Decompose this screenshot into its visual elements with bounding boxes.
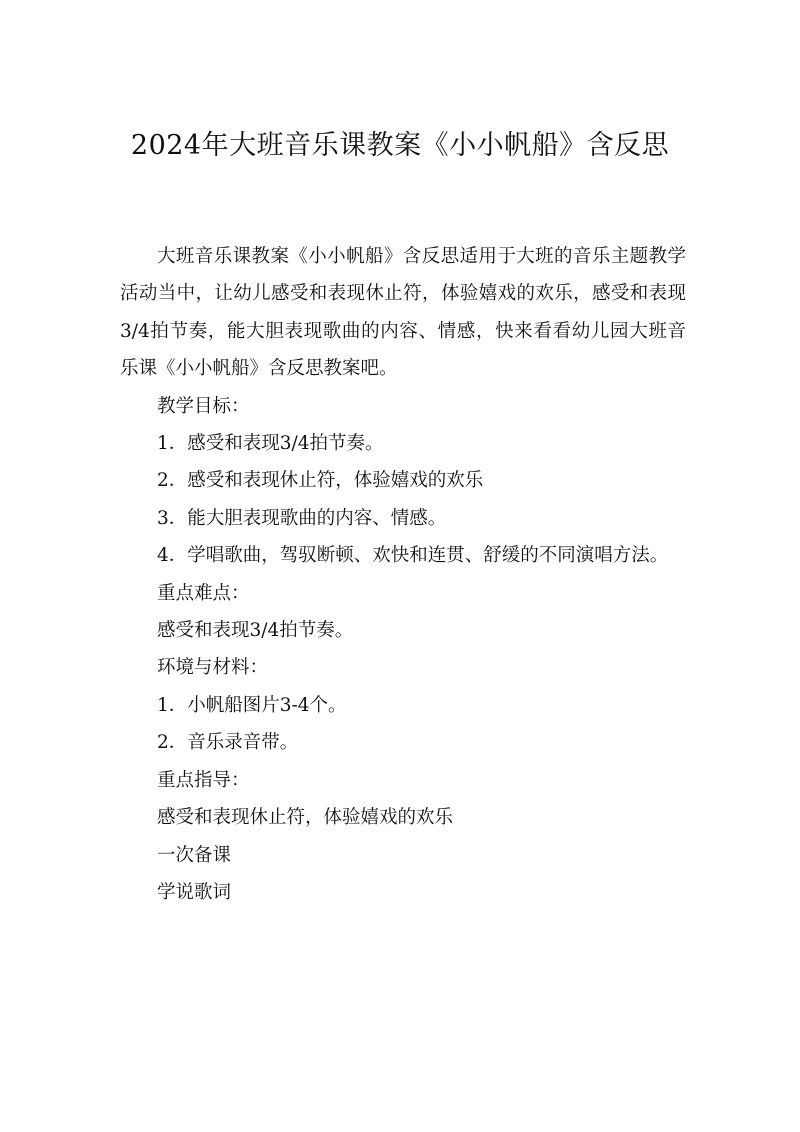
guidance-text: 感受和表现休止符，体验嬉戏的欢乐 xyxy=(157,807,454,829)
goal-item-1: 1．感受和表现3/4拍节奏。 xyxy=(157,433,384,455)
section-heading-guidance: 重点指导： xyxy=(157,769,250,791)
intro-paragraph: 大班音乐课教案《小小帆船》含反思适用于大班的音乐主题教学活动当中，让幼儿感受和表现休止符，体验嬉戏的欢乐，感受和表现3/4拍节奏，能大胆表现歌曲的内容、情感，快来看看幼儿园大班音乐课《小小帆船》含反思教案吧。 xyxy=(120,246,686,380)
section-heading-materials: 环境与材料： xyxy=(157,657,269,679)
document-title: 2024年大班音乐课教案《小小帆船》含反思 xyxy=(130,130,670,161)
goal-item-4: 4．学唱歌曲，驾驭断顿、欢快和连贯、舒缓的不同演唱方法。 xyxy=(157,545,669,567)
section-heading-first-prep: 一次备课 xyxy=(157,844,232,866)
material-item-1: 1．小帆船图片3-4个。 xyxy=(157,694,347,716)
goal-item-3: 3．能大胆表现歌曲的内容、情感。 xyxy=(157,507,447,529)
section-heading-key-points: 重点难点： xyxy=(157,582,250,604)
key-points-text: 感受和表现3/4拍节奏。 xyxy=(157,620,354,642)
lyrics-practice-text: 学说歌词 xyxy=(157,881,232,903)
section-heading-goals: 教学目标： xyxy=(157,395,250,417)
document-body xyxy=(120,238,686,911)
material-item-2: 2．音乐录音带。 xyxy=(157,732,299,754)
goal-item-2: 2．感受和表现休止符，体验嬉戏的欢乐 xyxy=(157,470,484,492)
